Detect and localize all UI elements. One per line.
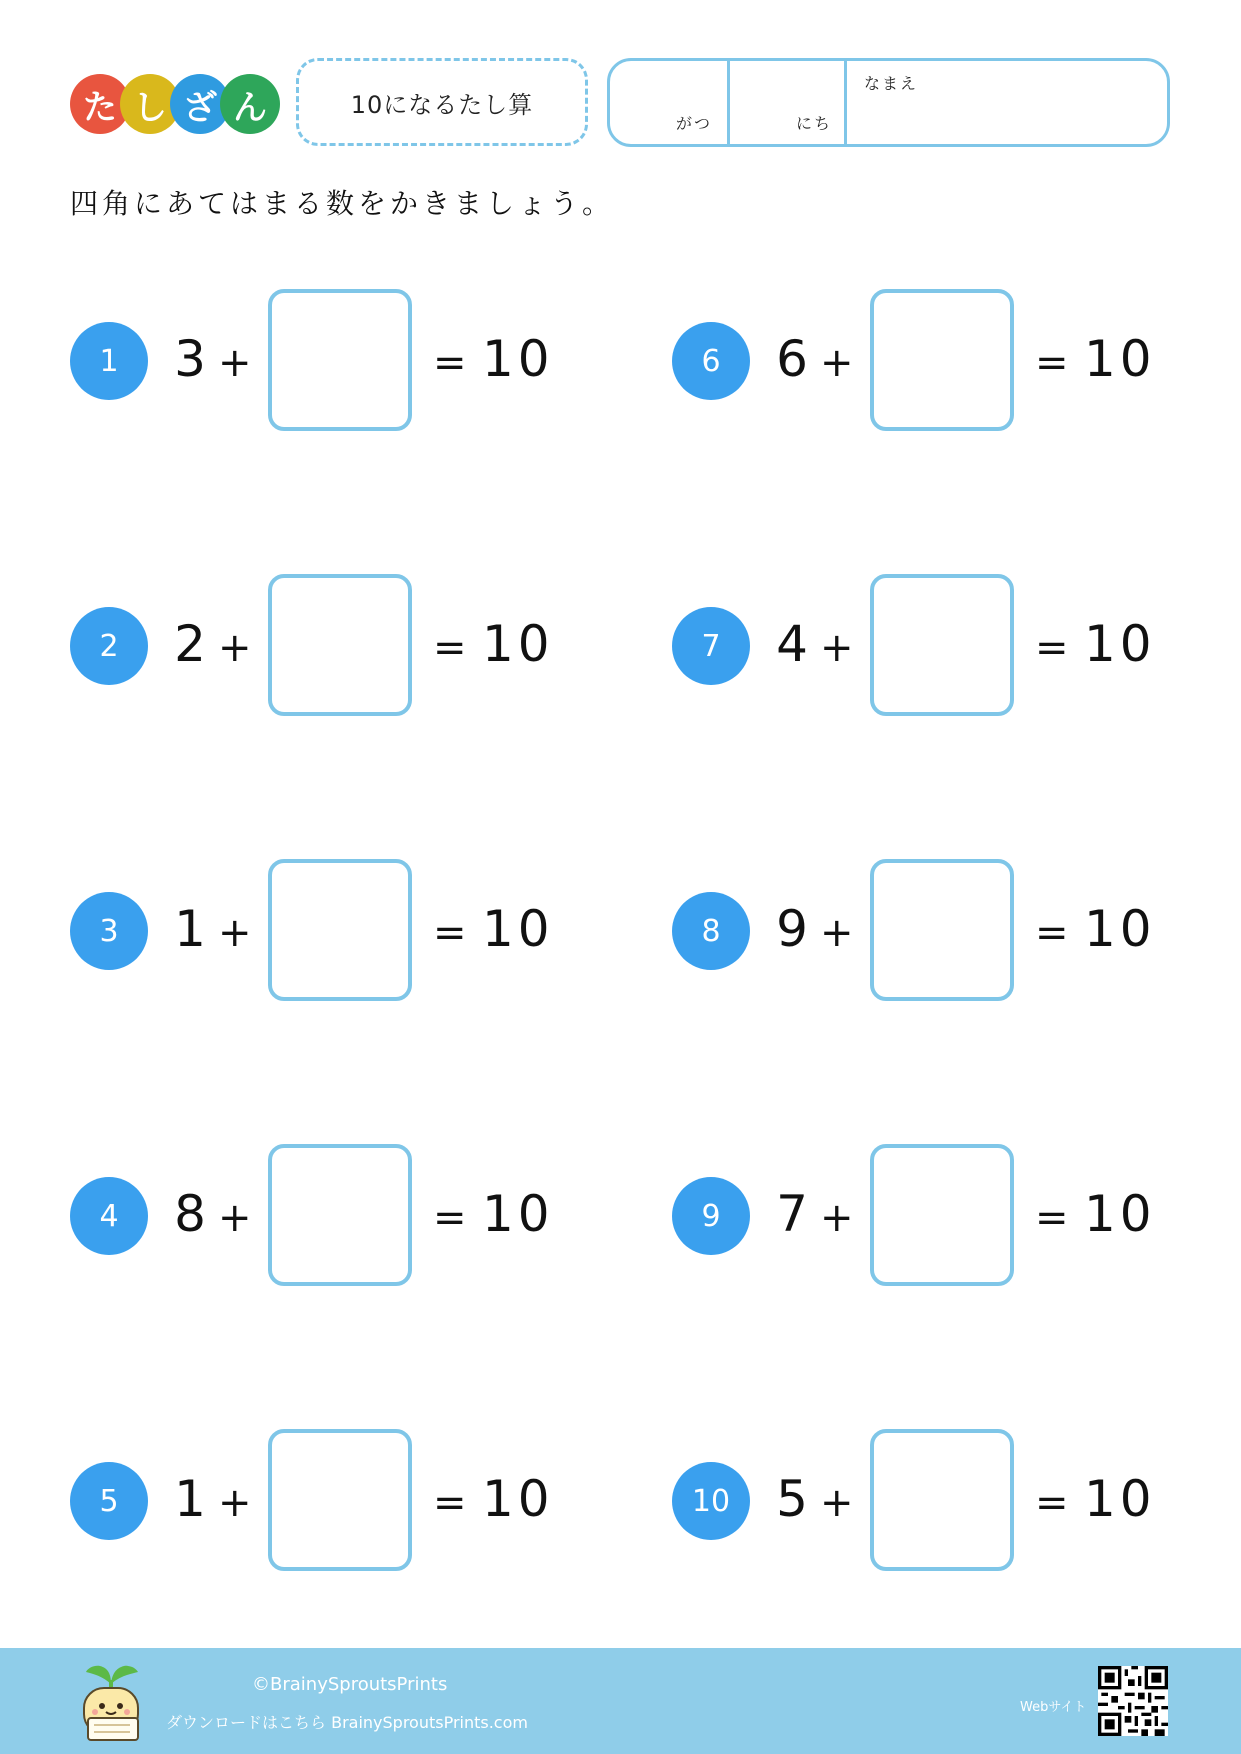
plus-sign: +	[218, 625, 252, 671]
answer-box[interactable]	[870, 1429, 1014, 1571]
month-label: がつ	[676, 114, 713, 133]
equals-sign: =	[1035, 1480, 1069, 1526]
total: 10	[1084, 1470, 1156, 1528]
date-divider	[844, 61, 847, 144]
plus-sign: +	[218, 1480, 252, 1526]
topic-title: 10になるたし算	[350, 90, 534, 119]
worksheet-logo	[70, 74, 270, 134]
problem-8	[672, 854, 1192, 999]
problem-3	[70, 854, 590, 999]
problem-2	[70, 569, 590, 714]
problem-number-badge: 7	[672, 607, 750, 685]
topic-title-box	[296, 58, 588, 146]
plus-sign: +	[820, 1480, 854, 1526]
answer-box[interactable]	[268, 289, 412, 431]
addend: 3	[174, 330, 206, 388]
plus-sign: +	[820, 1195, 854, 1241]
addend: 4	[776, 615, 808, 673]
total: 10	[1084, 330, 1156, 388]
equals-sign: =	[433, 340, 467, 386]
equals-sign: =	[433, 1480, 467, 1526]
copyright-text: ©BrainySproutsPrints	[252, 1674, 448, 1695]
total: 10	[482, 330, 554, 388]
sprout-mascot-icon	[78, 1662, 144, 1744]
logo-char: し	[120, 74, 180, 134]
answer-box[interactable]	[268, 859, 412, 1001]
plus-sign: +	[820, 910, 854, 956]
problem-number-badge: 8	[672, 892, 750, 970]
equals-sign: =	[433, 910, 467, 956]
problem-9	[672, 1139, 1192, 1284]
website-label: Webサイト	[1020, 1700, 1087, 1715]
problem-7	[672, 569, 1192, 714]
problem-number-badge: 5	[70, 1462, 148, 1540]
problem-6	[672, 284, 1192, 429]
equals-sign: =	[1035, 1195, 1069, 1241]
problem-number-badge: 1	[70, 322, 148, 400]
total: 10	[482, 1185, 554, 1243]
problem-5	[70, 1424, 590, 1569]
answer-box[interactable]	[268, 1144, 412, 1286]
instruction-text: 四角にあてはまる数をかきましょう。	[70, 187, 615, 220]
problem-number-badge: 6	[672, 322, 750, 400]
equals-sign: =	[433, 625, 467, 671]
plus-sign: +	[218, 1195, 252, 1241]
total: 10	[1084, 900, 1156, 958]
day-label: にち	[796, 114, 833, 133]
answer-box[interactable]	[870, 574, 1014, 716]
answer-box[interactable]	[870, 289, 1014, 431]
problem-10	[672, 1424, 1192, 1569]
problem-number-badge: 9	[672, 1177, 750, 1255]
problem-number-badge: 3	[70, 892, 148, 970]
equals-sign: =	[1035, 625, 1069, 671]
addend: 7	[776, 1185, 808, 1243]
total: 10	[1084, 1185, 1156, 1243]
total: 10	[482, 900, 554, 958]
problem-number-badge: 4	[70, 1177, 148, 1255]
equals-sign: =	[433, 1195, 467, 1241]
plus-sign: +	[820, 625, 854, 671]
addend: 8	[174, 1185, 206, 1243]
footer-bar	[0, 1648, 1241, 1754]
plus-sign: +	[218, 340, 252, 386]
addend: 6	[776, 330, 808, 388]
answer-box[interactable]	[268, 1429, 412, 1571]
addend: 9	[776, 900, 808, 958]
plus-sign: +	[218, 910, 252, 956]
download-link[interactable]: ダウンロードはこちら BrainySproutsPrints.com	[166, 1713, 528, 1732]
addend: 5	[776, 1470, 808, 1528]
answer-box[interactable]	[870, 1144, 1014, 1286]
total: 10	[1084, 615, 1156, 673]
problem-4	[70, 1139, 590, 1284]
date-divider	[727, 61, 730, 144]
qr-code-icon[interactable]	[1098, 1666, 1168, 1736]
total: 10	[482, 1470, 554, 1528]
addend: 1	[174, 1470, 206, 1528]
date-name-box	[607, 58, 1170, 147]
name-label: なまえ	[864, 74, 919, 93]
problem-1	[70, 284, 590, 429]
plus-sign: +	[820, 340, 854, 386]
logo-char: た	[70, 74, 130, 134]
problem-number-badge: 10	[672, 1462, 750, 1540]
addend: 1	[174, 900, 206, 958]
answer-box[interactable]	[268, 574, 412, 716]
equals-sign: =	[1035, 340, 1069, 386]
addend: 2	[174, 615, 206, 673]
answer-box[interactable]	[870, 859, 1014, 1001]
logo-char: ざ	[170, 74, 230, 134]
problem-number-badge: 2	[70, 607, 148, 685]
logo-char: ん	[220, 74, 280, 134]
total: 10	[482, 615, 554, 673]
equals-sign: =	[1035, 910, 1069, 956]
